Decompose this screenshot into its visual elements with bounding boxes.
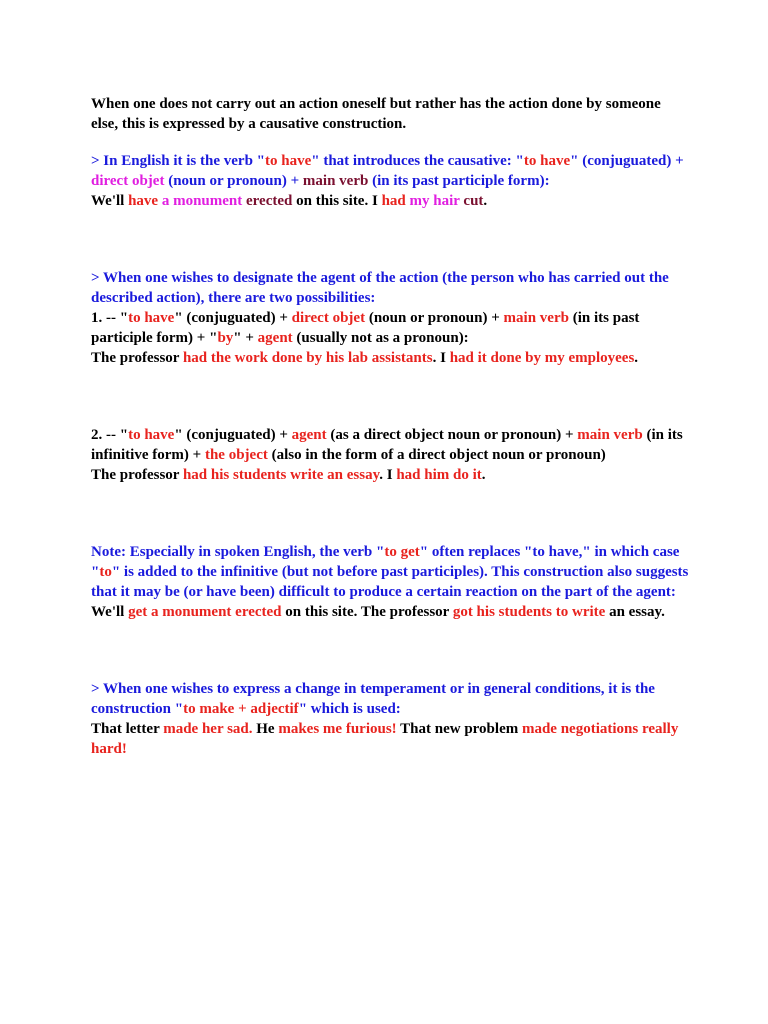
s2-direct-object: direct objet bbox=[291, 310, 366, 326]
section4-example bbox=[91, 719, 691, 759]
note-to: to bbox=[99, 564, 112, 580]
s3-object: the object bbox=[204, 447, 268, 463]
s2-main-verb: main verb bbox=[503, 310, 569, 326]
s3-text: 2. -- " bbox=[91, 427, 129, 443]
s2-verb-to-have: to have bbox=[128, 310, 175, 326]
note-example-text: We'll bbox=[91, 604, 129, 620]
s3-example-highlight: had him do it bbox=[396, 467, 482, 483]
s4-example-text: He bbox=[252, 721, 279, 737]
s1-example-text: . bbox=[483, 193, 488, 209]
s4-text: " which is used: bbox=[298, 701, 401, 717]
note-text: " often replaces "to have," in which case " bbox=[91, 544, 680, 580]
s3-example-text: . I bbox=[379, 467, 397, 483]
s3-text: (in its infinitive form) + bbox=[91, 427, 683, 463]
s1-example-text: We'll bbox=[91, 193, 129, 209]
section3-example bbox=[91, 465, 691, 485]
s2-text: 1. -- " bbox=[91, 310, 129, 326]
s2-text: (noun or pronoun) + bbox=[365, 310, 504, 326]
s1-text: (noun or pronoun) + bbox=[164, 173, 303, 189]
s2-intro-text: > When one wishes to designate the agent of the action (the person who has carried out the described action), there are two possibilities: bbox=[91, 270, 669, 306]
note-example bbox=[91, 602, 691, 622]
note-to-get: to get bbox=[384, 544, 420, 560]
s1-main-verb: main verb bbox=[302, 173, 369, 189]
s1-text: " that introduces the causative: " bbox=[311, 153, 524, 169]
s1-example-verb: cut bbox=[459, 193, 484, 209]
s4-to-make: to make + adjectif bbox=[183, 701, 299, 717]
s3-main-verb: main verb bbox=[577, 427, 643, 443]
s4-example-text: That new problem bbox=[396, 721, 522, 737]
s2-text: (in its past participle form) + " bbox=[91, 310, 640, 346]
section4-rule bbox=[91, 679, 691, 719]
s1-example-have: have bbox=[128, 193, 159, 209]
s2-agent: agent bbox=[257, 330, 293, 346]
note-example-highlight: got his students to write bbox=[452, 604, 606, 620]
s3-text: (also in the form of a direct object noun or pronoun) bbox=[267, 447, 606, 463]
intro-text: When one does not carry out an action oneself but rather has the action done by someone else, this is expressed by a causative construction. bbox=[91, 96, 661, 132]
note-paragraph bbox=[91, 542, 691, 602]
s3-example-highlight: had his students write an essay bbox=[182, 467, 380, 483]
section1-example bbox=[91, 191, 691, 211]
section2-example bbox=[91, 348, 691, 368]
s2-example-text: . I bbox=[432, 350, 450, 366]
s1-verb-to-have: to have bbox=[265, 153, 312, 169]
s2-by: by bbox=[217, 330, 234, 346]
s4-example-text: That letter bbox=[91, 721, 164, 737]
s1-verb-to-have: to have bbox=[523, 153, 571, 169]
s3-verb-to-have: to have bbox=[128, 427, 175, 443]
note-text: " is added to the infinitive (but not before past participles). This construction also suggests that it may be (or have been) difficult to produce a certain reaction on the part of the agent: bbox=[91, 564, 689, 600]
s4-text: > When one wishes to express a change in temperament or in general conditions, it is the construction " bbox=[91, 681, 655, 717]
s1-example-text: on this site. I bbox=[292, 193, 382, 209]
s1-example-object: my hair bbox=[405, 193, 460, 209]
s2-example-text: The professor bbox=[91, 350, 183, 366]
s1-text: > In English it is the verb " bbox=[91, 153, 265, 169]
s1-direct-object: direct objet bbox=[91, 173, 165, 189]
s4-example-highlight: made her sad. bbox=[163, 721, 253, 737]
note-example-highlight: get a monument erected bbox=[128, 604, 282, 620]
s2-example-highlight: had the work done by his lab assistants bbox=[182, 350, 433, 366]
note-text: Note: Especially in spoken English, the verb " bbox=[91, 544, 385, 560]
s3-example-text: The professor bbox=[91, 467, 183, 483]
s2-text: (usually not as a pronoun): bbox=[292, 330, 469, 346]
s4-example-highlight: made negotiations really hard! bbox=[91, 721, 679, 757]
note-example-text: on this site. The professor bbox=[281, 604, 453, 620]
s4-example-highlight: makes me furious! bbox=[278, 721, 397, 737]
s2-text: " + bbox=[233, 330, 258, 346]
section2-intro bbox=[91, 268, 691, 308]
section2-rule bbox=[91, 308, 691, 348]
s3-text: " (conjuguated) + bbox=[174, 427, 292, 443]
note-example-text: an essay. bbox=[605, 604, 665, 620]
s1-text: " (conjuguated) + bbox=[570, 153, 684, 169]
document-page bbox=[91, 94, 691, 759]
s3-agent: agent bbox=[291, 427, 327, 443]
s1-example-had: had bbox=[381, 193, 406, 209]
s1-example-verb: erected bbox=[242, 193, 293, 209]
s3-example-text: . bbox=[481, 467, 486, 483]
s2-example-text: . bbox=[634, 350, 639, 366]
s3-text: (as a direct object noun or pronoun) + bbox=[326, 427, 578, 443]
intro-paragraph bbox=[91, 94, 691, 134]
s1-text: (in its past participle form): bbox=[368, 173, 550, 189]
s2-text: " (conjuguated) + bbox=[174, 310, 292, 326]
s1-example-object: a monument bbox=[158, 193, 243, 209]
s2-example-highlight: had it done by my employees bbox=[449, 350, 635, 366]
section3-rule bbox=[91, 425, 691, 465]
section1-rule bbox=[91, 151, 691, 191]
